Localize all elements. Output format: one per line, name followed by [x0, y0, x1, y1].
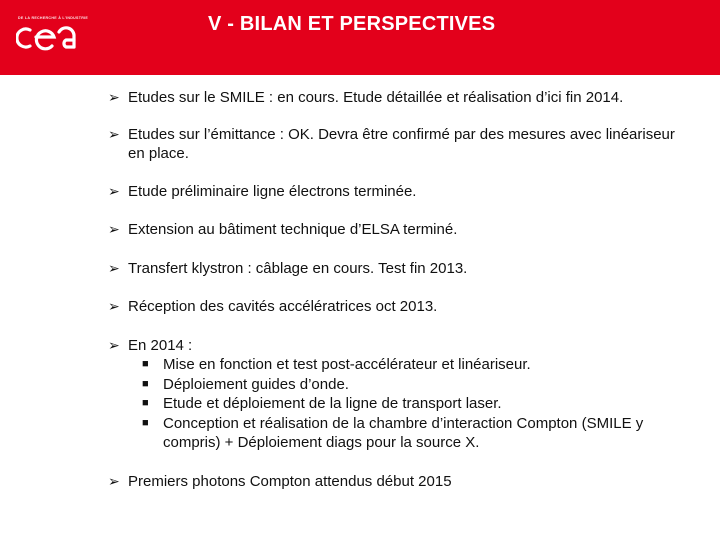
logo-tagline: DE LA RECHERCHE À L'INDUSTRIE [18, 16, 89, 20]
cea-logo [16, 24, 78, 52]
list-item [108, 297, 688, 317]
square-bullet-icon: ■ [142, 397, 149, 409]
list-item [108, 336, 688, 453]
bullet-list [108, 88, 688, 491]
list-item-text: En 2014 : [128, 336, 193, 354]
arrow-bullet-icon: ➢ [108, 89, 120, 105]
sub-list-item [128, 355, 688, 375]
list-item-text: Etudes sur l’émittance : OK. Devra être confirmé par des mesures avec linéariseur en place. [128, 125, 675, 162]
list-item-text: Etudes sur le SMILE : en cours. Etude détaillée et réalisation d’ici fin 2014. [128, 89, 624, 106]
sub-list-item-text: Mise en fonction et test post-accélérateur et linéariseur. [163, 356, 531, 373]
list-item [108, 125, 688, 164]
arrow-bullet-icon: ➢ [108, 125, 120, 142]
arrow-bullet-icon: ➢ [108, 298, 120, 314]
list-item-text: Etude préliminaire ligne électrons terminée. [128, 182, 417, 200]
sub-list-item-text: Conception et réalisation de la chambre d’interaction Compton (SMILE y compris) + Déploiement diags pour la source X. [163, 414, 644, 451]
list-item [108, 472, 688, 492]
square-bullet-icon: ■ [142, 416, 149, 429]
sub-list-item [128, 414, 688, 453]
sub-list-item-text: Déploiement guides d’onde. [163, 375, 349, 393]
sub-list-item [128, 375, 688, 395]
list-item-text: Premiers photons Compton attendus début 2015 [128, 472, 452, 490]
list-item-text: Transfert klystron : câblage en cours. Test fin 2013. [128, 259, 468, 277]
list-item [108, 259, 688, 279]
list-item [108, 88, 688, 108]
arrow-bullet-icon: ➢ [108, 336, 120, 353]
square-bullet-icon: ■ [142, 358, 149, 370]
arrow-bullet-icon: ➢ [108, 182, 120, 199]
sub-list-item [128, 394, 688, 414]
header-band [0, 0, 720, 75]
page-title: V - BILAN ET PERSPECTIVES [208, 13, 496, 35]
list-item [108, 220, 688, 240]
list-item [108, 182, 688, 202]
square-bullet-icon: ■ [142, 377, 149, 390]
arrow-bullet-icon: ➢ [108, 221, 120, 237]
arrow-bullet-icon: ➢ [108, 472, 120, 489]
list-item-text: Réception des cavités accélératrices oct 2013. [128, 298, 438, 315]
arrow-bullet-icon: ➢ [108, 259, 120, 276]
sub-list [128, 355, 688, 453]
list-item-text: Extension au bâtiment technique d’ELSA terminé. [128, 221, 458, 238]
sub-list-item-text: Etude et déploiement de la ligne de transport laser. [163, 395, 502, 412]
